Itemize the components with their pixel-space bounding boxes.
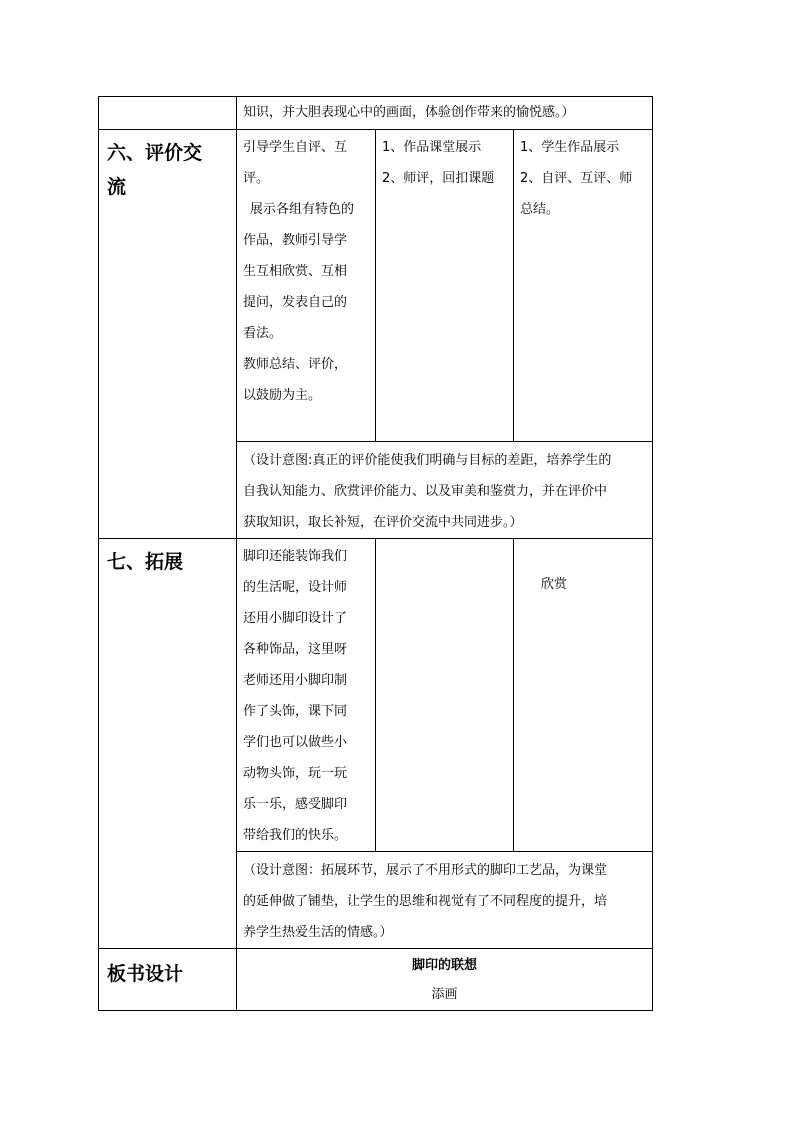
evaluation-student-line: 2、自评、互评、师 [520, 171, 633, 186]
board-subtitle: 添画 [431, 987, 458, 1002]
evaluation-teacher-line: 提问，发表自己的 [243, 295, 348, 310]
evaluation-method-cell [376, 130, 514, 442]
evaluation-teacher-line: 作品，教师引导学 [243, 233, 348, 248]
evaluation-design-note [237, 442, 653, 539]
extension-teacher-line: 的生活呢，设计师 [243, 580, 348, 595]
evaluation-student-line: 总结。 [520, 202, 560, 217]
extension-student-text: 欣赏 [541, 577, 568, 592]
extension-note-line: （设计意图：拓展环节，展示了不用形式的脚印工艺品，为课堂 [243, 863, 608, 878]
evaluation-student-cell [514, 130, 653, 442]
extension-teacher-line: 各种饰品，这里呀 [243, 642, 348, 657]
board-title: 脚印的联想 [411, 958, 477, 973]
extension-note-line: 养学生热爱生活的情感。） [243, 925, 393, 940]
intro-stage-cell [99, 97, 237, 130]
evaluation-note-line: （设计意图:真正的评价能使我们明确与目标的差距，培养学生的 [243, 453, 612, 468]
extension-teacher-line: 脚印还能装饰我们 [243, 549, 348, 564]
evaluation-method-line: 1、作品课堂展示 [382, 140, 482, 155]
extension-teacher-line: 老师还用小脚印制 [243, 673, 348, 688]
extension-teacher-line: 学们也可以做些小 [243, 735, 348, 750]
evaluation-teacher-line: 看法。 [243, 326, 283, 341]
evaluation-teacher-cell [237, 130, 376, 442]
extension-stage-cell [99, 539, 237, 949]
evaluation-teacher-line: 引导学生自评、互 [243, 140, 348, 155]
intro-text: 知识，并大胆表现心中的画面，体验创作带来的愉悦感。） [243, 105, 575, 120]
evaluation-note-line: 获取知识，取长补短，在评价交流中共同进步。） [243, 515, 523, 530]
extension-teacher-line: 还用小脚印设计了 [243, 611, 348, 626]
evaluation-teacher-line: 以鼓励为主。 [243, 388, 322, 403]
board-stage-cell [99, 949, 237, 1011]
evaluation-teacher-line: 教师总结、评价， [243, 357, 348, 372]
extension-teacher-cell [237, 539, 376, 852]
board-design-title: 板书设计 [107, 963, 184, 985]
lesson-plan-table [98, 96, 653, 1011]
board-design-row [99, 949, 653, 1011]
board-content-cell [237, 949, 653, 1011]
evaluation-method-line: 2、师评，回扣课题 [382, 171, 495, 186]
evaluation-teacher-line: 生互相欣赏、互相 [243, 264, 348, 279]
extension-design-note [237, 852, 653, 949]
evaluation-title-line-2: 流 [107, 176, 127, 198]
extension-note-line: 的延伸做了铺垫，让学生的思维和视觉有了不同程度的提升，培 [243, 894, 608, 909]
evaluation-teacher-line: 评。 [243, 171, 270, 186]
extension-teacher-line: 乐一乐，感受脚印 [243, 797, 348, 812]
evaluation-stage-cell [99, 130, 237, 539]
extension-method-cell [376, 539, 514, 852]
evaluation-title-line-1: 六、评价交 [107, 142, 203, 164]
extension-student-cell [514, 539, 653, 852]
extension-teacher-line: 带给我们的快乐。 [243, 828, 348, 843]
extension-teacher-line: 作了头饰，课下同 [243, 704, 348, 719]
evaluation-teacher-line: 展示各组有特色的 [250, 202, 355, 217]
intro-text-cell [237, 97, 653, 130]
extension-title: 七、拓展 [107, 551, 184, 573]
evaluation-note-line: 自我认知能力、欣赏评价能力、以及审美和鉴赏力，并在评价中 [243, 484, 608, 499]
intro-row [99, 97, 653, 130]
extension-teacher-line: 动物头饰，玩一玩 [243, 766, 348, 781]
evaluation-row [99, 130, 653, 442]
evaluation-student-line: 1、学生作品展示 [520, 140, 620, 155]
extension-row [99, 539, 653, 852]
